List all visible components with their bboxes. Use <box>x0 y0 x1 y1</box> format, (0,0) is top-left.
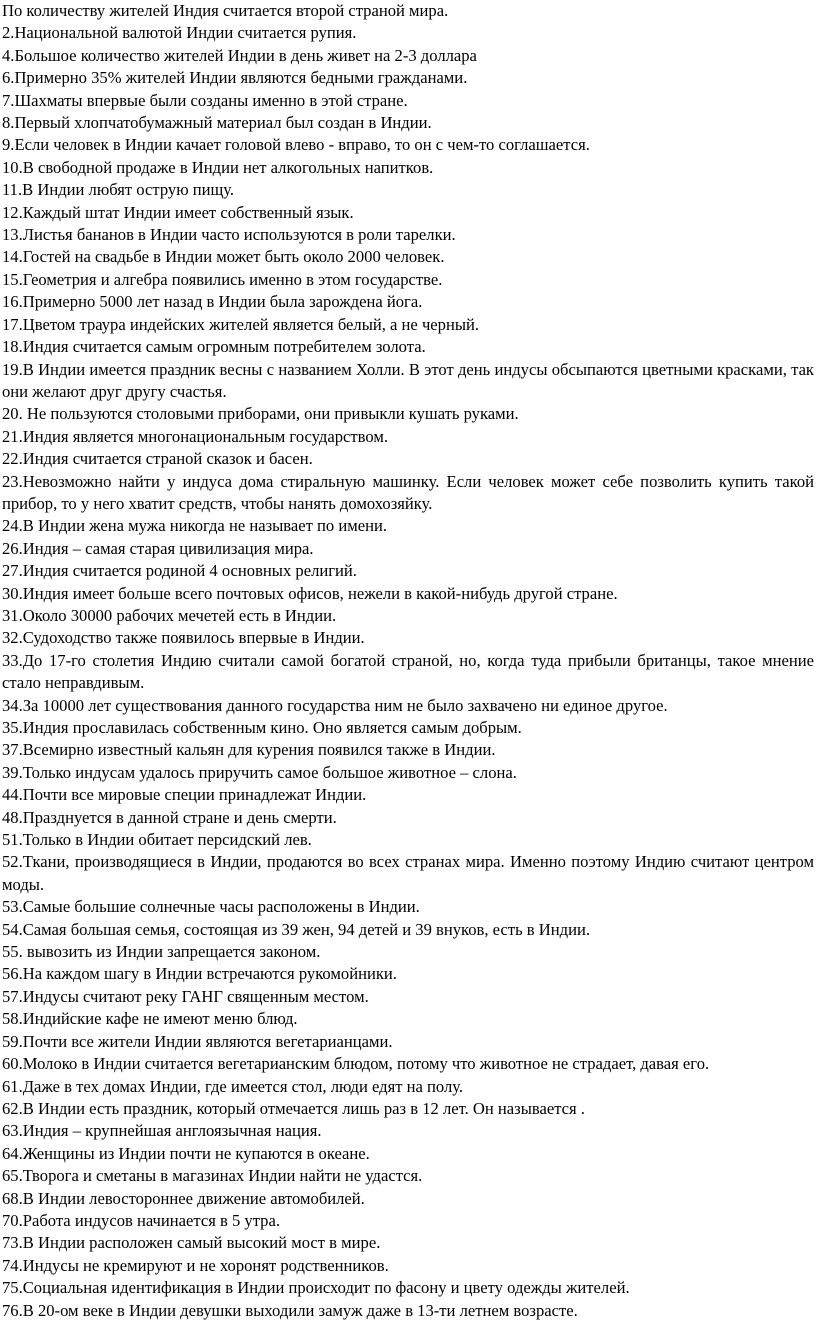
fact-item: 14.Гостей на свадьбе в Индии может быть около 2000 человек. <box>2 247 445 267</box>
fact-item: 17.Цветом траура индейских жителей является белый, а не черный. <box>2 314 480 334</box>
fact-item: 20. Не пользуются столовыми приборами, они привыкли кушать руками. <box>2 404 519 424</box>
fact-item: 48.Празднуется в данной стране и день смерти. <box>2 807 337 827</box>
fact-item: 22.Индия считается страной сказок и басен. <box>2 449 313 469</box>
fact-item: 27.Индия считается родиной 4 основных религий. <box>2 561 357 581</box>
fact-item: 55. вывозить из Индии запрещается законом. <box>2 942 321 962</box>
fact-item: 34.За 10000 лет существования данного государства ним не было захвачено ни единое другое. <box>2 695 668 715</box>
fact-item: 21.Индия является многонациональным государством. <box>2 426 388 446</box>
fact-item: 75.Социальная идентификация в Индии происходит по фасону и цвету одежды жителей. <box>2 1278 630 1298</box>
fact-item: 9.Если человек в Индии качает головой влево - вправо, то он с чем-то соглашается. <box>2 135 590 155</box>
fact-item: 32.Судоходство также появилось впервые в Индии. <box>2 628 365 648</box>
fact-item: 62.В Индии есть праздник, который отмечается лишь раз в 12 лет. Он называется . <box>2 1098 585 1118</box>
fact-item: 26.Индия – самая старая цивилизация мира. <box>2 538 314 558</box>
fact-item: 51.Только в Индии обитает персидский лев. <box>2 830 312 850</box>
fact-item: 12.Каждый штат Индии имеет собственный язык. <box>2 202 354 222</box>
fact-item: 70.Работа индусов начинается в 5 утра. <box>2 1210 280 1230</box>
fact-item: 53.Самые большие солнечные часы расположены в Индии. <box>2 897 420 917</box>
fact-item: 16.Примерно 5000 лет назад в Индии была зарождена йога. <box>2 292 423 312</box>
fact-item: 6.Примерно 35% жителей Индии являются бедными гражданами. <box>2 68 468 88</box>
fact-item: 63.Индия – крупнейшая англоязычная нация. <box>2 1121 322 1141</box>
fact-item: 10.В свободной продаже в Индии нет алкогольных напитков. <box>2 157 434 177</box>
fact-item: 11.В Индии любят острую пищу. <box>2 180 235 200</box>
fact-item: 13.Листья бананов в Индии часто используются в роли тарелки. <box>2 225 456 245</box>
fact-item: 2.Национальной валютой Индии считается рупия. <box>2 23 357 43</box>
fact-item: 37.Всемирно известный кальян для курения появился также в Индии. <box>2 740 496 760</box>
fact-item: 39.Только индусам удалось приручить самое большое животное – слона. <box>2 762 517 782</box>
fact-item: 64.Женщины из Индии почти не купаются в океане. <box>2 1143 370 1163</box>
fact-item: 52.Ткани, производящиеся в Индии, продаются во всех странах мира. Именно поэтому Индию считают центром моды. <box>2 852 814 894</box>
fact-item: 58.Индийские кафе не имеют меню блюд. <box>2 1009 298 1029</box>
fact-item: 59.Почти все жители Индии являются вегетарианцами. <box>2 1031 393 1051</box>
facts-list <box>2 0 814 1322</box>
fact-item: 33.До 17-го столетия Индию считали самой богатой страной, но, когда туда прибыли британцы, такое мнение стало неправдивым. <box>2 650 814 693</box>
fact-item: 56.На каждом шагу в Индии встречаются рукомойники. <box>2 964 397 984</box>
fact-item: 19.В Индии имеется праздник весны с названием Холли. В этот день индусы обсыпаются цветными красками, так они желают друг другу счастья. <box>2 359 814 401</box>
fact-item: 18.Индия считается самым огромным потребителем золота. <box>2 337 426 357</box>
fact-item: 8.Первый хлопчатобумажный материал был создан в Индии. <box>2 113 432 133</box>
fact-item: 65.Творога и сметаны в магазинах Индии найти не удастся. <box>2 1166 423 1186</box>
fact-item: 31.Около 30000 рабочих мечетей есть в Индии. <box>2 605 337 625</box>
fact-item: 68.В Индии левостороннее движение автомобилей. <box>2 1188 365 1208</box>
fact-item: 76.В 20-ом веке в Индии девушки выходили замуж даже в 13-ти летнем возрасте. <box>2 1300 578 1320</box>
fact-item: 7.Шахматы впервые были созданы именно в этой стране. <box>2 90 408 110</box>
fact-item: 74.Индусы не кремируют и не хоронят родственников. <box>2 1255 389 1275</box>
fact-item: 57.Индусы считают реку ГАНГ священным местом. <box>2 986 369 1006</box>
fact-item: 30.Индия имеет больше всего почтовых офисов, нежели в какой-нибудь другой стране. <box>2 583 618 603</box>
fact-item: 61.Даже в тех домах Индии, где имеется стол, люди едят на полу. <box>2 1076 464 1096</box>
fact-item: 44.Почти все мировые специи принадлежат Индии. <box>2 785 367 805</box>
fact-item: 54.Самая большая семья, состоящая из 39 жен, 94 детей и 39 внуков, есть в Индии. <box>2 919 590 939</box>
fact-item: 23.Невозможно найти у индуса дома стиральную машинку. Если человек может себе позволить купить такой прибор, то у него хватит средств, чтобы нанять домохозяйку. <box>2 471 814 513</box>
fact-item: 60.Молоко в Индии считается вегетарианским блюдом, потому что животное не страдает, давая его. <box>2 1054 710 1074</box>
fact-item: 35.Индия прославилась собственным кино. Оно является самым добрым. <box>2 718 522 737</box>
fact-item: 15.Геометрия и алгебра появились именно в этом государстве. <box>2 269 443 289</box>
fact-item: 4.Большое количество жителей Индии в день живет на 2-3 доллара <box>2 45 477 65</box>
intro-paragraph: По количеству жителей Индия считается второй страной мира. <box>2 1 449 20</box>
fact-item: 24.В Индии жена мужа никогда не называет по имени. <box>2 516 388 536</box>
fact-item: 73.В Индии расположен самый высокий мост в мире. <box>2 1233 381 1253</box>
